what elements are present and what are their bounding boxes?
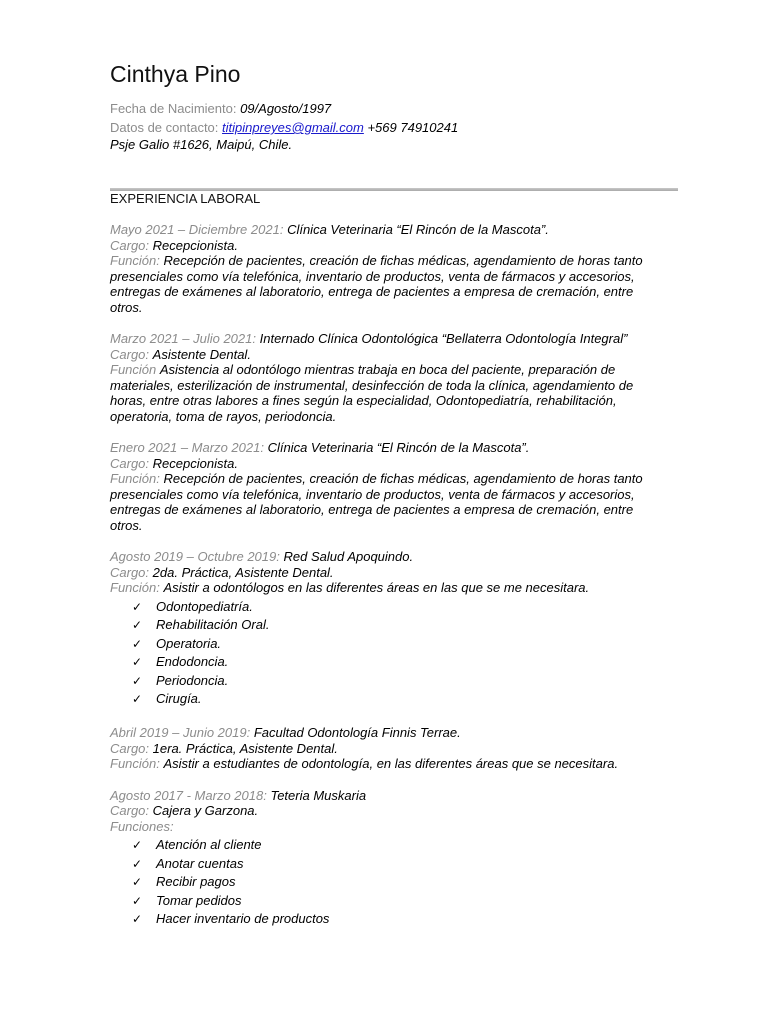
check-icon: ✓ <box>132 856 143 871</box>
job-funcion <box>110 756 665 772</box>
funcion-label: Función: <box>110 580 160 595</box>
job-entry <box>110 725 665 772</box>
birth-value: 09/Agosto/1997 <box>240 101 332 116</box>
job-funcion <box>110 253 665 315</box>
job-company: Teteria Muskaria <box>270 787 367 803</box>
funcion-label: Función: <box>110 253 160 268</box>
job-cargo <box>110 456 665 472</box>
address: Psje Galio #1626, Maipú, Chile. <box>110 137 293 152</box>
task-item <box>132 892 665 911</box>
job-heading <box>110 222 665 238</box>
contact-line <box>110 119 458 136</box>
section-title: EXPERIENCIA LABORAL <box>110 191 261 206</box>
check-icon: ✓ <box>132 655 143 670</box>
check-icon: ✓ <box>132 893 143 908</box>
job-funcion <box>110 471 665 533</box>
check-icon: ✓ <box>132 636 143 651</box>
check-icon: ✓ <box>132 875 143 890</box>
task-item <box>132 836 665 855</box>
task-text: Endodoncia. <box>156 654 229 670</box>
funcion-value: Recepción de pacientes, creación de fichas médicas, agendamiento de horas tanto presenciales como vía telefónica, inventario de productos, venta de fármacos y accesorios, entregas de exámenes al laboratorio, entrega de pacientes a empresa de cremación, entre otros. <box>110 253 643 315</box>
job-company: Clínica Veterinaria “El Rincón de la Mascota”. <box>287 222 549 237</box>
job-company: Facultad Odontología Finnis Terrae. <box>253 725 461 741</box>
task-text: Periodoncia. <box>156 672 229 688</box>
job-entry <box>110 788 665 929</box>
job-cargo <box>110 347 665 363</box>
birth-label: Fecha de Nacimiento: <box>110 101 237 116</box>
task-item <box>132 910 665 929</box>
cargo-value: Recepcionista. <box>152 455 238 471</box>
cargo-label: Cargo: <box>110 346 150 362</box>
job-funcion <box>110 580 665 596</box>
job-period: Mayo 2021 – Diciembre 2021: <box>110 222 284 237</box>
cargo-value: Asistente Dental. <box>152 346 251 362</box>
cargo-label: Cargo: <box>110 740 150 756</box>
job-cargo <box>110 238 665 254</box>
check-icon: ✓ <box>132 599 143 614</box>
task-text: Operatoria. <box>156 635 222 651</box>
task-list <box>110 598 665 710</box>
job-entry <box>110 440 665 533</box>
job-period: Agosto 2017 - Marzo 2018: <box>110 787 267 803</box>
job-entry <box>110 222 665 315</box>
job-heading <box>110 788 665 804</box>
cargo-label: Cargo: <box>110 455 150 471</box>
job-period: Abril 2019 – Junio 2019: <box>110 725 251 741</box>
cargo-label: Cargo: <box>110 564 150 580</box>
task-text: Atención al cliente <box>156 837 262 853</box>
task-text: Tomar pedidos <box>156 892 242 908</box>
check-icon: ✓ <box>132 692 143 707</box>
task-text: Recibir pagos <box>156 874 236 890</box>
funcion-label: Función: <box>110 471 160 486</box>
funcion-value: Asistir a odontólogos en las diferentes áreas en las que se me necesitara. <box>163 580 590 595</box>
job-period: Enero 2021 – Marzo 2021: <box>110 440 264 455</box>
job-cargo <box>110 565 665 581</box>
funcion-label: Funciones: <box>110 818 174 834</box>
job-heading <box>110 331 665 347</box>
check-icon: ✓ <box>132 673 143 688</box>
email-link[interactable]: titipinpreyes@gmail.com <box>222 120 364 135</box>
job-heading <box>110 549 665 565</box>
person-name: Cinthya Pino <box>110 61 241 87</box>
task-text: Anotar cuentas <box>156 855 244 871</box>
job-funcion <box>110 362 665 424</box>
check-icon: ✓ <box>132 838 143 853</box>
task-item <box>132 672 665 691</box>
cargo-label: Cargo: <box>110 803 150 819</box>
cargo-value: Cajera y Garzona. <box>152 803 259 819</box>
experience-list <box>110 222 665 945</box>
job-heading <box>110 440 665 456</box>
cargo-label: Cargo: <box>110 237 150 253</box>
job-company: Internado Clínica Odontológica “Bellaterra Odontología Integral” <box>259 331 628 346</box>
funcion-label: Función: <box>110 756 160 772</box>
check-icon: ✓ <box>132 912 143 927</box>
task-text: Cirugía. <box>156 691 202 707</box>
task-text: Odontopediatría. <box>156 598 253 614</box>
job-heading <box>110 725 665 741</box>
funcion-value: Recepción de pacientes, creación de fichas médicas, agendamiento de horas tanto presenciales como vía telefónica, inventario de productos, venta de fármacos y accesorios, entregas de exámenes al laboratorio, entrega de pacientes a empresa de cremación, entre otros. <box>110 471 643 533</box>
cargo-value: 2da. Práctica, Asistente Dental. <box>152 564 334 580</box>
job-company: Clínica Veterinaria “El Rincón de la Mascota”. <box>267 440 530 455</box>
cargo-value: Recepcionista. <box>152 237 238 253</box>
check-icon: ✓ <box>132 618 143 633</box>
job-entry <box>110 331 665 424</box>
job-period: Agosto 2019 – Octubre 2019: <box>110 549 280 564</box>
cargo-value: 1era. Práctica, Asistente Dental. <box>152 740 338 756</box>
task-item <box>132 653 665 672</box>
job-entry <box>110 549 665 709</box>
task-item <box>132 635 665 654</box>
funcion-value: Asistencia al odontólogo mientras trabaja en boca del paciente, preparación de materiales, esterilización de instrumental, desinfección de toda la clínica, agendamiento de horas, entre otras labores a fines según la especialidad, Odontopediatría, rehabilitación, operatoria, toma de rayos, periodoncia. <box>110 362 634 424</box>
task-item <box>132 616 665 635</box>
task-text: Hacer inventario de productos <box>156 911 330 927</box>
task-item <box>132 855 665 874</box>
task-item <box>132 690 665 709</box>
phone-number: +569 74910241 <box>367 120 459 135</box>
task-item <box>132 873 665 892</box>
task-list <box>110 836 665 929</box>
task-text: Rehabilitación Oral. <box>156 617 270 633</box>
job-period: Marzo 2021 – Julio 2021: <box>110 331 256 346</box>
job-funcion <box>110 819 665 835</box>
job-cargo <box>110 741 665 757</box>
task-item <box>132 598 665 617</box>
job-cargo <box>110 803 665 819</box>
birth-line <box>110 100 331 117</box>
job-company: Red Salud Apoquindo. <box>283 549 414 564</box>
contact-label: Datos de contacto: <box>110 120 219 135</box>
funcion-label: Función <box>110 362 157 377</box>
funcion-value: Asistir a estudiantes de odontología, en las diferentes áreas que se necesitara. <box>163 756 619 772</box>
